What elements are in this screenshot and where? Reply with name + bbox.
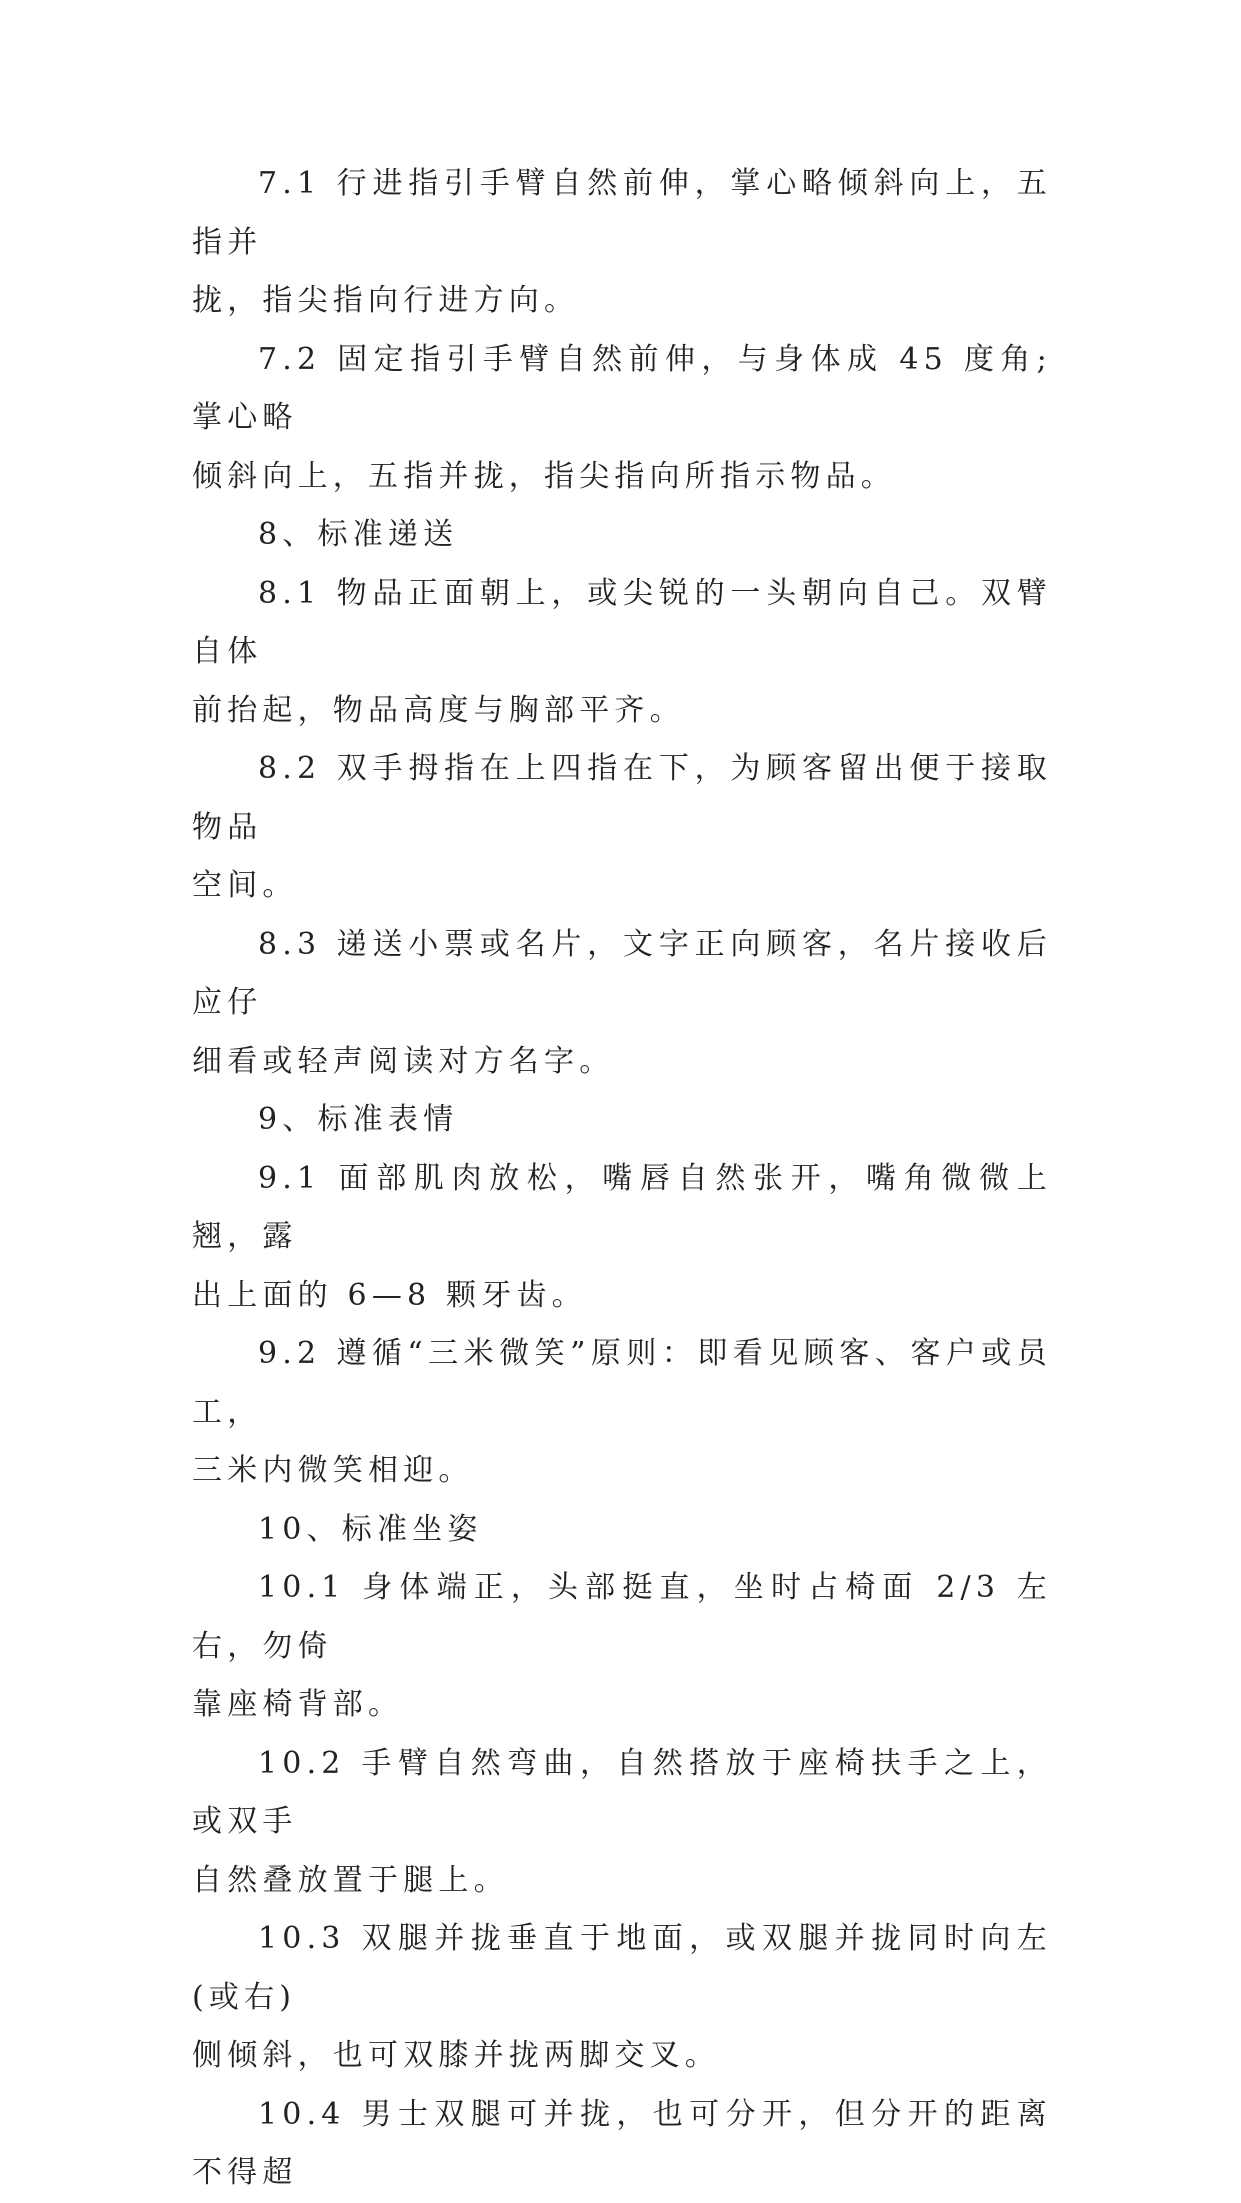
section-heading-8 <box>192 506 1052 565</box>
text-line: 9、标准表情 <box>258 1102 459 1137</box>
text-line: 空间。 <box>192 868 298 903</box>
text-line: 8.2 双手拇指在上四指在下，为顾客留出便于接取物品 <box>192 751 1052 845</box>
paragraph-8-1 <box>192 565 1052 741</box>
text-line: 自然叠放置于腿上。 <box>192 1862 509 1898</box>
text-line: 拢，指尖指向行进方向。 <box>192 283 580 318</box>
section-heading-9 <box>192 1091 1052 1150</box>
text-line: 倾斜向上，五指并拢，指尖指向所指示物品。 <box>192 458 896 494</box>
text-line: 靠座椅背部。 <box>192 1687 404 1722</box>
paragraph-10-4 <box>192 2086 1052 2203</box>
text-line: 9.2 遵循“三米微笑”原则：即看见顾客、客户或员工， <box>192 1336 1052 1430</box>
text-line: 10.3 双腿并拢垂直于地面，或双腿并拢同时向左(或右) <box>192 1921 1052 2015</box>
document-body <box>192 155 1052 2203</box>
section-heading-10 <box>192 1501 1052 1560</box>
text-line: 10.1 身体端正，头部挺直，坐时占椅面 2/3 左右，勿倚 <box>192 1570 1052 1664</box>
text-line: 8、标准递送 <box>258 517 459 552</box>
text-line: 10.4 男士双腿可并拢，也可分开，但分开的距离不得超 <box>192 2096 1052 2190</box>
paragraph-7-2 <box>192 331 1052 507</box>
paragraph-10-1 <box>192 1559 1052 1735</box>
text-line: 侧倾斜，也可双膝并拢两脚交叉。 <box>192 2038 720 2073</box>
text-line: 7.2 固定指引手臂自然前伸，与身体成 45 度角;掌心略 <box>192 341 1052 435</box>
text-line: 9.1 面部肌肉放松，嘴唇自然张开，嘴角微微上翘，露 <box>192 1160 1052 1254</box>
text-line: 前抬起，物品高度与胸部平齐。 <box>192 692 685 728</box>
text-line: 10、标准坐姿 <box>258 1511 483 1547</box>
text-line: 8.3 递送小票或名片，文字正向顾客，名片接收后应仔 <box>192 926 1052 1020</box>
text-line: 10.2 手臂自然弯曲，自然搭放于座椅扶手之上，或双手 <box>192 1745 1052 1839</box>
paragraph-7-1 <box>192 155 1052 331</box>
paragraph-10-2 <box>192 1735 1052 1911</box>
text-line: 出上面的 6—8 颗牙齿。 <box>192 1277 587 1313</box>
paragraph-9-2 <box>192 1325 1052 1501</box>
text-line: 三米内微笑相迎。 <box>192 1453 474 1488</box>
text-line: 细看或轻声阅读对方名字。 <box>192 1043 615 1079</box>
paragraph-10-3 <box>192 1910 1052 2086</box>
paragraph-8-2 <box>192 740 1052 916</box>
paragraph-9-1 <box>192 1150 1052 1326</box>
paragraph-8-3 <box>192 916 1052 1092</box>
text-line: 8.1 物品正面朝上，或尖锐的一头朝向自己。双臂自体 <box>192 575 1052 669</box>
text-line: 7.1 行进指引手臂自然前伸，掌心略倾斜向上，五指并 <box>192 166 1052 260</box>
